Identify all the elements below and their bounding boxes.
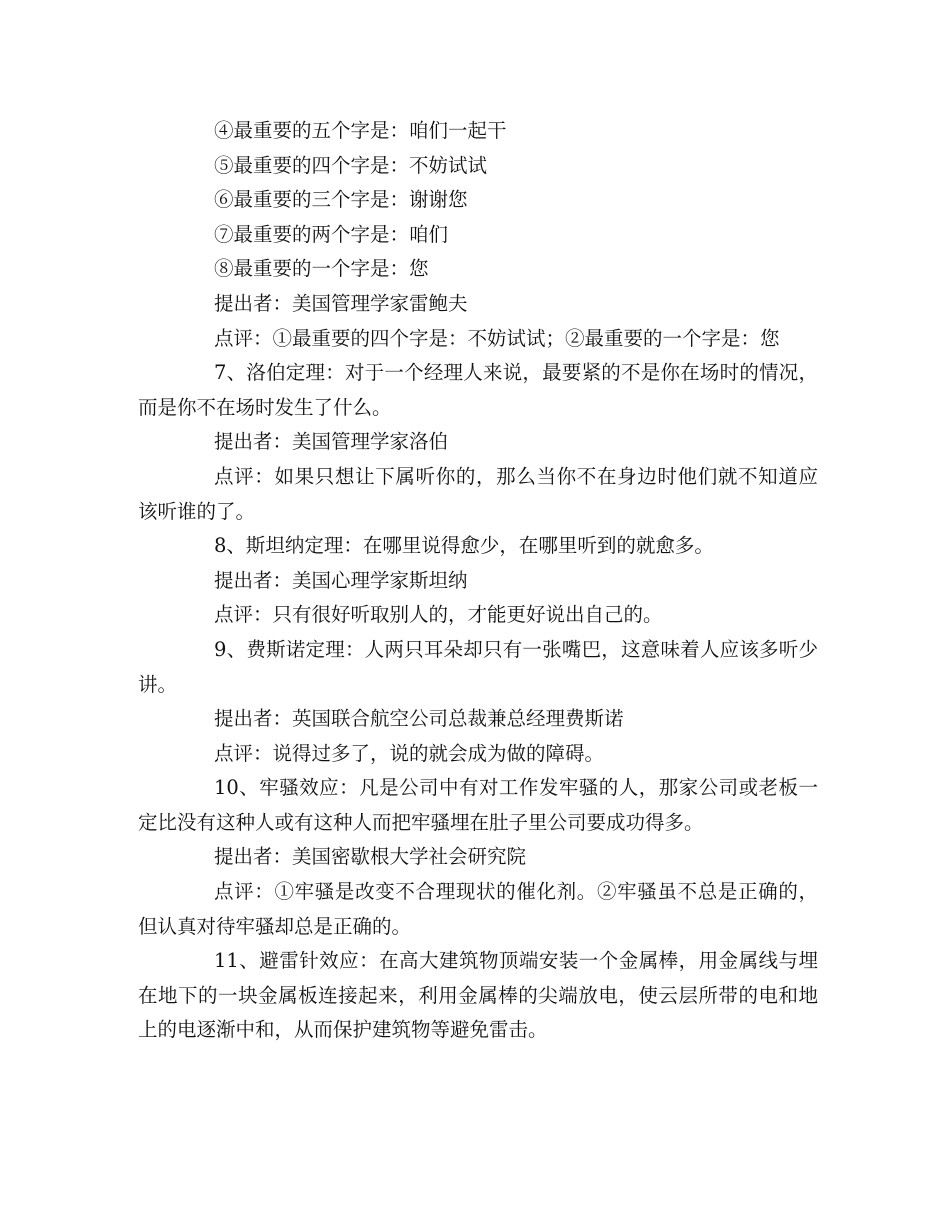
paragraph: ⑤最重要的四个字是：不妨试试 bbox=[214, 153, 488, 177]
paragraph: 提出者：美国管理学家洛伯 bbox=[214, 430, 449, 454]
paragraph: ⑥最重要的三个字是：谢谢您 bbox=[214, 188, 468, 212]
paragraph: 提出者：美国管理学家雷鲍夫 bbox=[214, 291, 468, 315]
paragraph: 提出者：美国密歇根大学社会研究院 bbox=[214, 845, 527, 869]
paragraph: 点评：说得过多了，说的就会成为做的障碍。 bbox=[214, 741, 605, 765]
paragraph: 8、斯坦纳定理：在哪里说得愈少，在哪里听到的就愈多。 bbox=[214, 534, 714, 558]
paragraph: 提出者：美国心理学家斯坦纳 bbox=[214, 568, 468, 592]
paragraph: ⑧最重要的一个字是：您 bbox=[214, 257, 429, 281]
paragraph: 7、洛伯定理：对于一个经理人来说，最要紧的不是你在场时的情况，而是你不在场时发生了什么。 bbox=[138, 361, 818, 419]
paragraph: 点评：①最重要的四个字是：不妨试试；②最重要的一个字是：您 bbox=[214, 326, 780, 350]
paragraph: 点评：只有很好听取别人的，才能更好说出自己的。 bbox=[214, 603, 663, 627]
paragraph: 10、牢骚效应：凡是公司中有对工作发牢骚的人，那家公司或老板一定比没有这种人或有这种人而把牢骚埋在肚子里公司要成功得多。 bbox=[138, 776, 818, 834]
paragraph: 提出者：英国联合航空公司总裁兼总经理费斯诺 bbox=[214, 707, 624, 731]
paragraph: 点评：如果只想让下属听你的，那么当你不在身边时他们就不知道应该听谁的了。 bbox=[138, 464, 818, 523]
paragraph: 9、费斯诺定理：人两只耳朵却只有一张嘴巴，这意味着人应该多听少讲。 bbox=[138, 637, 818, 696]
paragraph: ⑦最重要的两个字是：咱们 bbox=[214, 222, 449, 246]
paragraph: 11、避雷针效应：在高大建筑物顶端安装一个金属棒，用金属线与埋在地下的一块金属板连接起来，利用金属棒的尖端放电，使云层所带的电和地上的电逐渐中和，从而保护建筑物等避免雷击。 bbox=[138, 949, 818, 1042]
paragraph: 点评：①牢骚是改变不合理现状的催化剂。②牢骚虽不总是正确的，但认真对待牢骚却总是正确的。 bbox=[138, 880, 818, 938]
document-body bbox=[138, 114, 818, 1048]
paragraph: ④最重要的五个字是：咱们一起干 bbox=[214, 119, 507, 142]
